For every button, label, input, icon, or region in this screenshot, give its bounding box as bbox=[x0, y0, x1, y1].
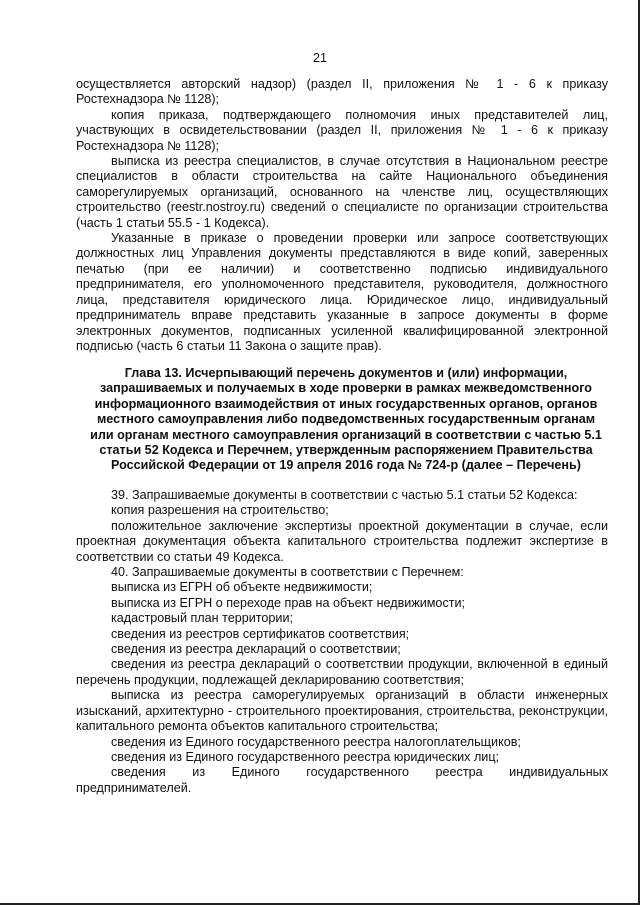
heading-line: информационного взаимодействия от иных государственных органов, органов bbox=[94, 396, 598, 411]
heading-line: запрашиваемых и получаемых в ходе проверки в рамках межведомственного bbox=[99, 381, 593, 396]
chapter-heading bbox=[76, 366, 616, 474]
paragraph: осуществляется авторский надзор) (раздел II, приложения № 1 - 6 к приказу Ростехнадзора № 1128); bbox=[76, 77, 608, 107]
heading-line: Глава 13. Исчерпывающий перечень документов и (или) информации, bbox=[124, 366, 568, 380]
list-item: выписка из реестра саморегулируемых организаций в области инженерных изысканий, архитектурно - строительного проектирования, строительства, реконструкции, капитального ремонта объектов капитального строительства; bbox=[76, 688, 608, 734]
page-number: 21 bbox=[312, 51, 327, 65]
paragraph: копия разрешения на строительство; bbox=[111, 503, 329, 518]
list-item: сведения из Единого государственного реестра налогоплательщиков; bbox=[111, 734, 521, 749]
paragraph: положительное заключение экспертизы проектной документации в случае, если проектная документация объекта капитального строительства подлежит экспертизе в соответствии со статьи 49 Кодекса. bbox=[76, 518, 608, 564]
list-item: выписка из ЕГРН об объекте недвижимости; bbox=[111, 580, 373, 595]
list-item: кадастровый план территории; bbox=[111, 611, 293, 626]
heading-line: или органам местного самоуправления организаций в соответствии с частью 5.1 bbox=[90, 427, 602, 442]
heading-line: местного самоуправления либо подведомственных государственным органам bbox=[96, 412, 596, 427]
paragraph: выписка из реестра специалистов, в случае отсутствия в Национальном реестре специалистов в области строительства на сайте Национального объединения саморегулируемых организаций, основанного на членстве лиц, осуществляющих строительство (reestr.nostroy.ru) сведений о специалисте по организации строительства (часть 1 статьи 55.5 - 1 Кодекса). bbox=[76, 154, 608, 230]
list-item: сведения из Единого государственного реестра индивидуальных предпринимателей. bbox=[76, 765, 608, 795]
paragraph: Указанные в приказе о проведении проверки или запросе соответствующих должностных лиц Управления документы представляются в виде копий, заверенных печатью (при ее наличии) и соответственно подписью индивидуального предпринимателя, его уполномоченного представителя, руководителя, должностного лица, представителя юридического лица. Юридическое лицо, индивидуальный предприниматель вправе представить указанные в запросе документы в форме электронных документов, подписанных усиленной квалифицированной электронной подписью (часть 6 статьи 11 Закона о защите прав). bbox=[76, 231, 608, 353]
section-requested-documents bbox=[76, 488, 608, 796]
section-documents-list bbox=[76, 77, 608, 354]
list-item: сведения из реестра деклараций о соответствии; bbox=[111, 642, 401, 657]
paragraph: 39. Запрашиваемые документы в соответствии с частью 5.1 статьи 52 Кодекса: bbox=[111, 488, 578, 502]
heading-line: статьи 52 Кодекса и Перечнем, утвержденным распоряжением Правительства bbox=[99, 443, 593, 458]
paragraph: копия приказа, подтверждающего полномочия иных представителей лиц, участвующих в освидетельствовании (раздел II, приложения № 1 - 6 к приказу Ростехнадзора № 1128); bbox=[76, 107, 608, 153]
list-item: сведения из Единого государственного реестра юридических лиц; bbox=[111, 749, 500, 764]
list-item: сведения из реестров сертификатов соответствия; bbox=[111, 626, 410, 641]
list-item: сведения из реестра деклараций о соответствии продукции, включенной в единый перечень продукции, подлежащей декларированию соответствия; bbox=[76, 657, 608, 687]
heading-line: Российской Федерации от 19 апреля 2016 года № 724-р (далее – Перечень) bbox=[111, 458, 581, 473]
list-item: выписка из ЕГРН о переходе прав на объект недвижимости; bbox=[111, 595, 466, 610]
paragraph: 40. Запрашиваемые документы в соответствии с Перечнем: bbox=[111, 565, 464, 580]
